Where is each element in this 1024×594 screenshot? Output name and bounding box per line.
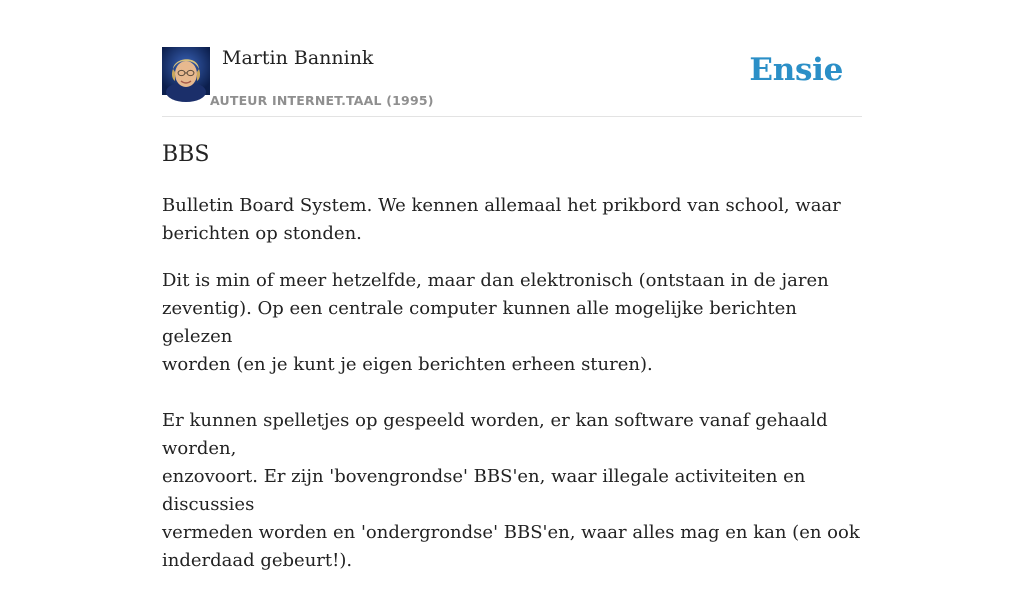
author-name[interactable]: Martin Bannink [222, 47, 374, 69]
author-avatar[interactable] [162, 47, 210, 95]
entry-header [162, 46, 862, 117]
entry-card [162, 46, 862, 571]
entry-body [162, 192, 862, 594]
author-photo-icon [162, 47, 210, 95]
entry-paragraph-2: Dit is min of meer hetzelfde, maar dan elektronisch (ontstaan in de jaren zeventig). Op een centrale computer kunnen alle mogelijke berichten gelezen worden (en je kunt je eigen berichten erheen sturen). Er kunnen spelletjes op gespeeld worden, er kan software vanaf gehaald worden, enzovoort. Er zijn 'bovengrondse' BBS'en, waar illegale activiteiten en discussies vermeden worden en 'ondergrondse' BBS'en, waar alles mag en kan (en ook inderdaad gebeurt!). [162, 270, 860, 571]
entry-paragraph-1: Bulletin Board System. We kennen allemaal het prikbord van school, waar berichten op stonden. [162, 195, 841, 244]
entry-term: BBS [162, 142, 210, 167]
author-role: AUTEUR INTERNET.TAAL (1995) [210, 93, 434, 108]
ensie-logo[interactable]: Ensie [749, 52, 843, 88]
